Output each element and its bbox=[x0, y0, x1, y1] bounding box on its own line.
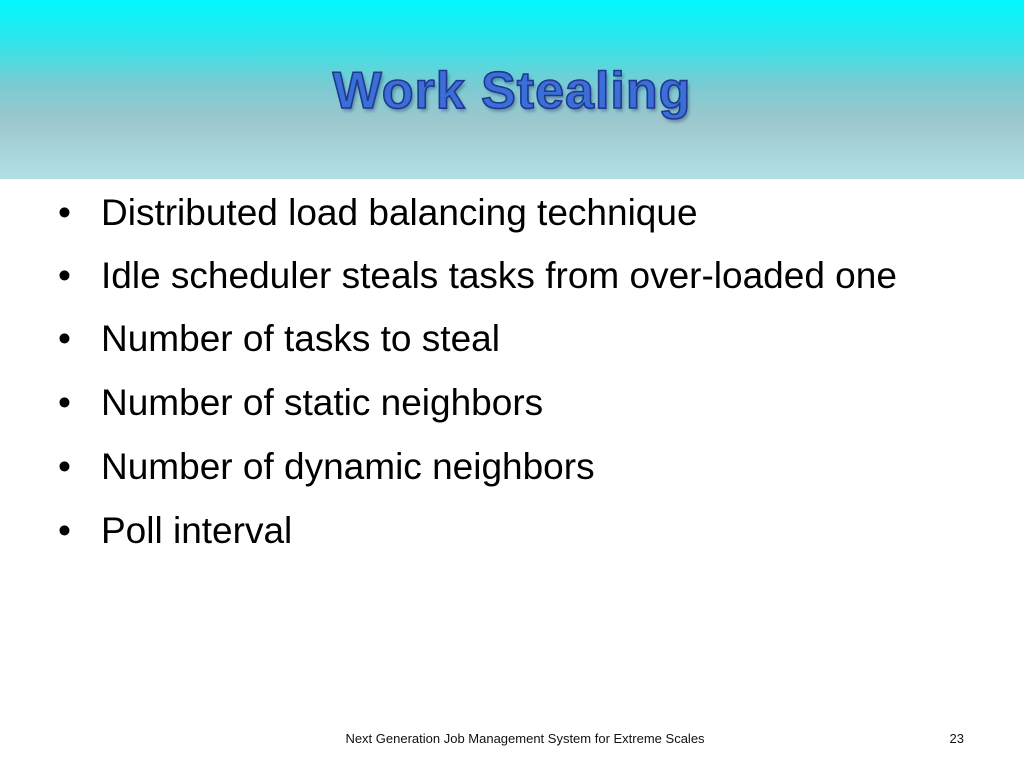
bullet-marker: • bbox=[58, 192, 71, 233]
bullet-item-distributed-load-balancing bbox=[58, 186, 964, 240]
bullet-item-poll-interval bbox=[58, 504, 964, 558]
bullet-text: Number of dynamic neighbors bbox=[101, 446, 595, 487]
bullet-list bbox=[58, 186, 964, 568]
bullet-item-tasks-to-steal bbox=[58, 312, 964, 366]
bullet-marker: • bbox=[58, 510, 71, 551]
page-number: 23 bbox=[949, 731, 964, 746]
bullet-text: Idle scheduler steals tasks from over-loaded one bbox=[101, 255, 897, 296]
bullet-text: Distributed load balancing technique bbox=[101, 192, 698, 233]
bullet-text: Poll interval bbox=[101, 510, 293, 551]
bullet-marker: • bbox=[58, 446, 71, 487]
bullet-marker: • bbox=[58, 318, 71, 359]
bullet-text: Number of tasks to steal bbox=[101, 318, 500, 359]
bullet-marker: • bbox=[58, 382, 71, 423]
slide-footer: Next Generation Job Management System for Extreme Scales bbox=[345, 731, 705, 746]
bullet-item-static-neighbors bbox=[58, 376, 964, 430]
bullet-marker: • bbox=[58, 255, 71, 296]
slide-title: Work Stealing bbox=[332, 62, 692, 120]
bullet-item-dynamic-neighbors bbox=[58, 440, 964, 494]
bullet-text: Number of static neighbors bbox=[101, 382, 544, 423]
bullet-item-idle-scheduler bbox=[58, 250, 964, 302]
